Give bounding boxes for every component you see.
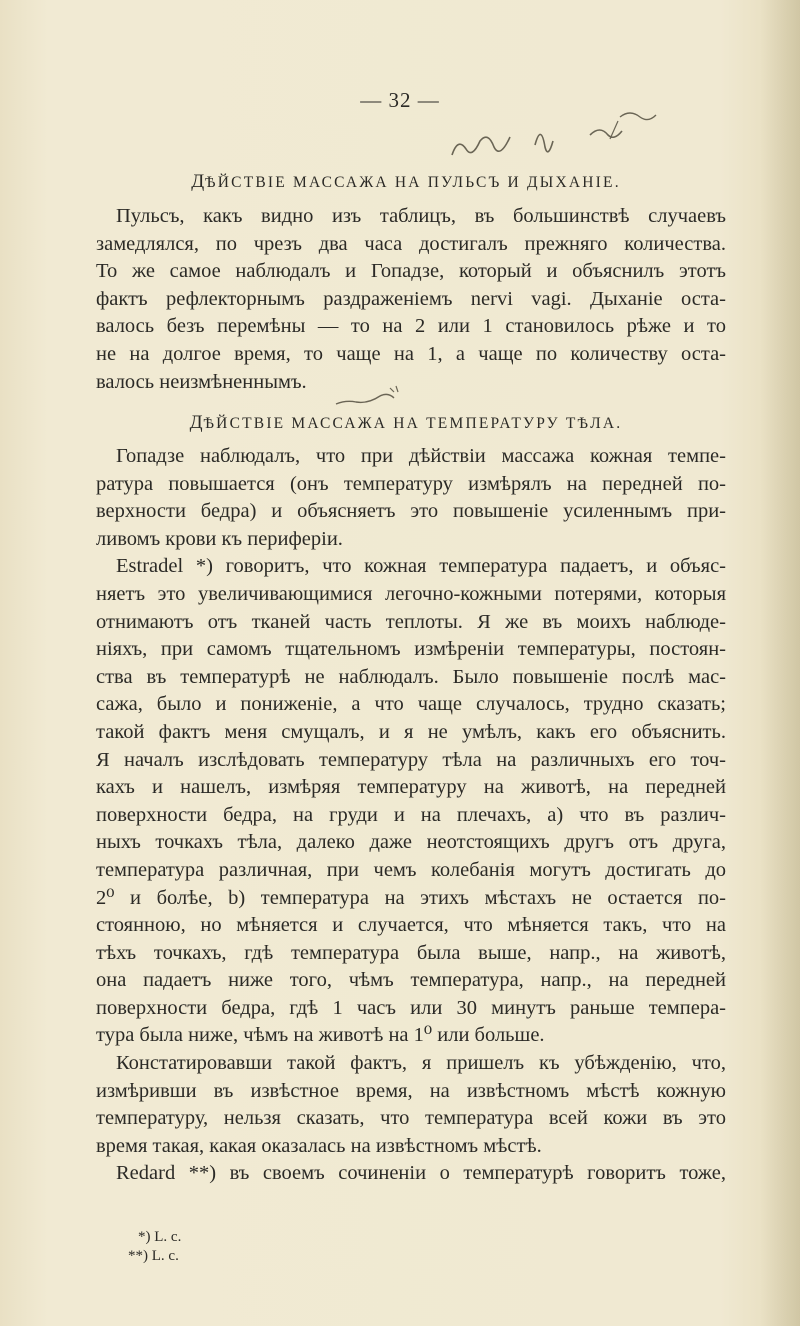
- text-line: измѣривши въ извѣстное время, на извѣстномъ мѣстѣ кожную: [96, 1079, 726, 1102]
- text-line: Estradel *) говоритъ, что кожная температура падаетъ, и объяс-: [116, 555, 726, 578]
- paragraph-pulse: [96, 203, 726, 396]
- section-heading-temperature: [96, 412, 716, 434]
- footnote: **) L. c.: [128, 1248, 179, 1264]
- text-line: Констатировавши такой фактъ, я пришелъ къ убѣжденію, что,: [116, 1052, 726, 1075]
- heading-initial: Д: [189, 412, 204, 433]
- handwritten-annotation: [440, 105, 800, 165]
- text-line: поверхности бедра, гдѣ 1 часъ или 30 минутъ раньше темпера-: [96, 996, 726, 1019]
- text-line: температура различная, при чемъ колебанія могутъ достигать до: [96, 858, 726, 881]
- text-line: ливомъ крови къ периферіи.: [96, 527, 343, 550]
- text-line: валось безъ перемѣны — то на 2 или 1 становилось рѣже и то: [96, 315, 726, 338]
- text-line: отнимаютъ отъ тканей часть теплоты. Я же въ моихъ наблюде-: [96, 610, 726, 633]
- text-line: такой фактъ меня смущалъ, и я не умѣлъ, какъ его объяснить.: [96, 720, 726, 743]
- text-line: Я началъ изслѣдовать температуру тѣла на различныхъ его точ-: [96, 748, 726, 771]
- section-heading-pulse: [96, 171, 716, 193]
- text-line: не на долгое время, то чаще на 1, а чаще по количеству оста-: [96, 342, 726, 365]
- text-line: фактъ рефлекторнымъ раздраженіемъ nervi vagi. Дыханіе оста-: [96, 287, 726, 310]
- text-line: ства въ температурѣ не наблюдалъ. Было повышеніе послѣ мас-: [96, 665, 726, 688]
- text-line: она падаетъ ниже того, чѣмъ температура, напр., на передней: [96, 969, 726, 992]
- text-line: кахъ и нашелъ, измѣряя температуру на животѣ, на передней: [96, 776, 726, 799]
- text-line: 2⁰ и болѣе, b) температура на этихъ мѣстахъ не остается по-: [96, 886, 726, 909]
- text-line: ныхъ точкахъ тѣла, далеко даже неотстоящихъ другъ отъ друга,: [96, 831, 726, 854]
- page-number: — 32 —: [360, 88, 440, 112]
- text-line: время такая, какая оказалась на извѣстномъ мѣстѣ.: [96, 1134, 542, 1157]
- footnote: *) L. c.: [138, 1229, 182, 1245]
- text-line: поверхности бедра, на груди и на плечахъ, а) что въ различ-: [96, 803, 726, 826]
- text-line: Redard **) въ своемъ сочиненіи о температурѣ говоритъ тоже,: [116, 1162, 726, 1185]
- text-line: замедлялся, по чрезъ два часа достигалъ прежняго количества.: [96, 232, 726, 255]
- heading-initial: Д: [191, 171, 206, 192]
- text-line: стоянною, но мѣняется и случается, что мѣняется такъ, что на: [96, 914, 726, 937]
- text-line: Пульсъ, какъ видно изъ таблицъ, въ большинствѣ случаевъ: [116, 205, 726, 227]
- text-line: тура была ниже, чѣмъ на животѣ на 1⁰ или больше.: [96, 1024, 545, 1047]
- text-line: няетъ это увеличивающимися легочно-кожными потерями, которыя: [96, 582, 726, 605]
- footnotes: [128, 1228, 181, 1266]
- text-line: ратура повышается (онъ температуру измѣрялъ на передней по-: [96, 472, 726, 495]
- text-line: То же самое наблюдалъ и Гопадзе, который и объяснилъ этотъ: [96, 260, 726, 283]
- heading-text: ѢЙСТВІЕ МАССАЖА НА ПУЛЬСЪ И ДЫХАНІЕ.: [205, 174, 621, 191]
- heading-text: ѢЙСТВІЕ МАССАЖА НА ТЕМПЕРАТУРУ ТѢЛА.: [203, 415, 623, 432]
- text-line: верхности бедра) и объясняетъ это повышеніе усиленнымъ при-: [96, 500, 726, 523]
- page-edge-shadow: [760, 0, 800, 1326]
- text-line: Гопадзе наблюдалъ, что при дѣйствіи массажа кожная темпе-: [116, 445, 726, 467]
- text-line: ніяхъ, при самомъ тщательномъ измѣреніи температуры, постоян-: [96, 638, 726, 661]
- text-line: тѣхъ точкахъ, гдѣ температура была выше, напр., на животѣ,: [96, 941, 726, 964]
- text-line: сажа, было и пониженіе, а что чаще случалось, трудно сказать;: [96, 693, 726, 716]
- handwritten-mark: [330, 382, 420, 412]
- paragraph-temperature: [96, 443, 726, 1188]
- text-line: валось неизмѣненнымъ.: [96, 370, 307, 393]
- text-line: температуру, нельзя сказать, что температура всей кожи въ это: [96, 1107, 726, 1130]
